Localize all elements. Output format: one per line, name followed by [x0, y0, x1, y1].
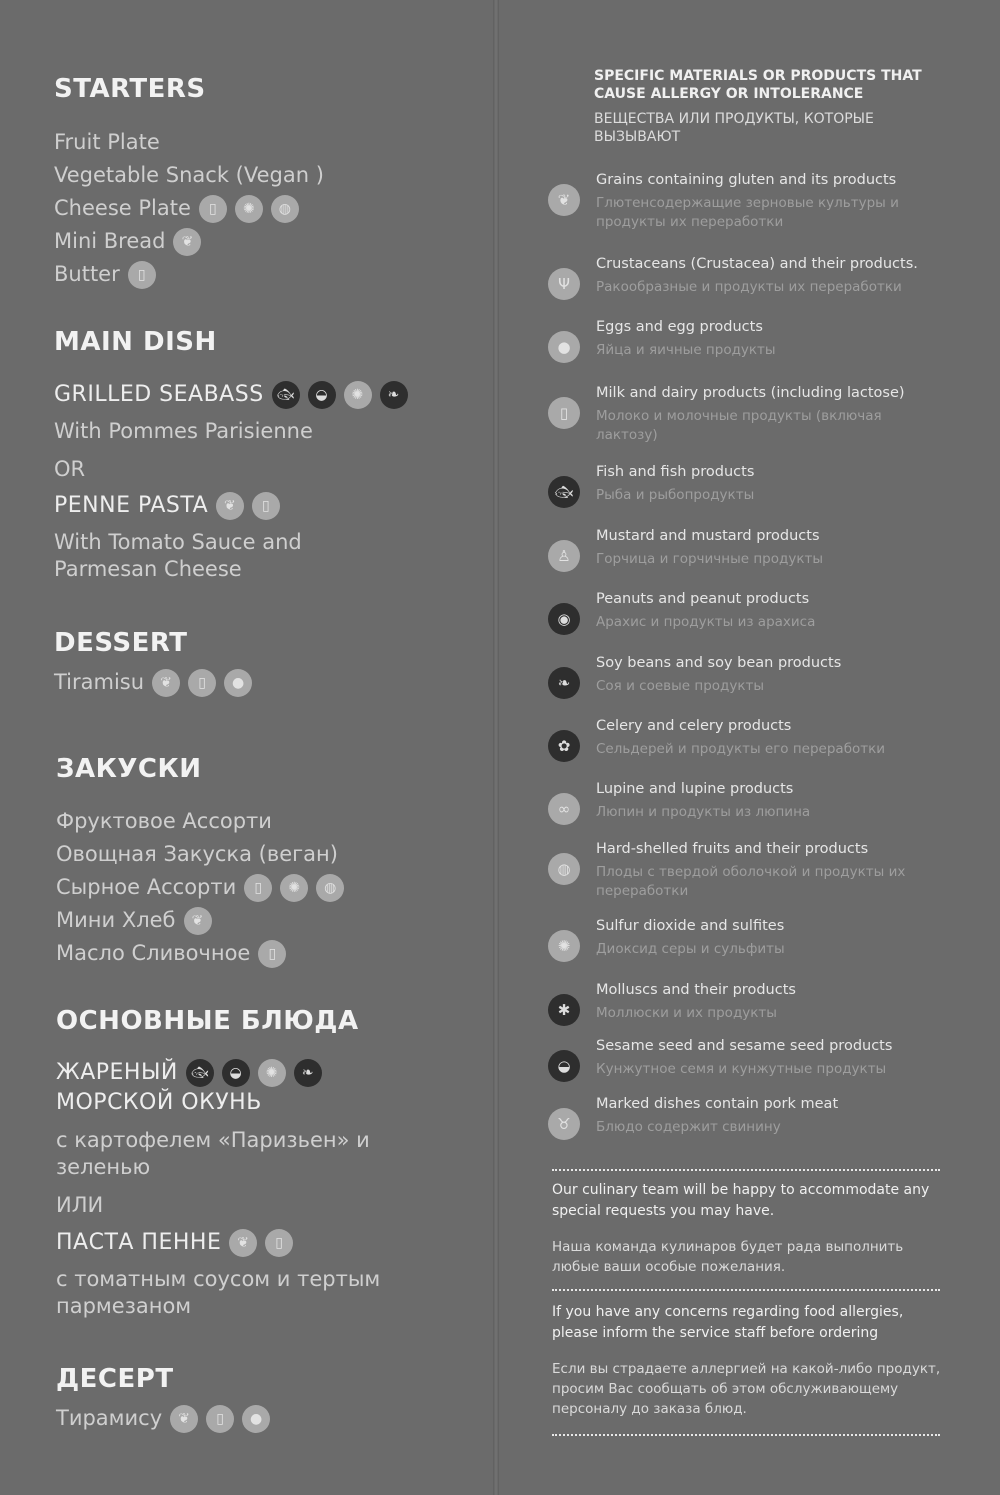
- note-allergies: If you have any concerns regarding food allergies, please inform the service staff before ordering: [552, 1304, 904, 1341]
- menu-item: Овощная Закуска (веган): [56, 842, 338, 866]
- menu-item: Фруктовое Ассорти: [56, 809, 272, 833]
- legend-title-ru: ВЕЩЕСТВА ИЛИ ПРОДУКТЫ, КОТОРЫЕ ВЫЗЫВАЮТ: [594, 111, 874, 145]
- or-label: OR: [54, 457, 86, 481]
- dish-description: пармезаном: [56, 1294, 192, 1318]
- gluten-icon: ❦: [173, 228, 201, 256]
- page-fold: [493, 0, 499, 1495]
- dish-description: зеленью: [56, 1155, 151, 1179]
- legend-item-label-ru: Плоды с твердой оболочкой и продукты их переработки: [596, 864, 906, 899]
- legend-item-label-ru: Ракообразные и продукты их переработки: [596, 279, 902, 295]
- sulfite-icon: ✺: [280, 874, 308, 902]
- legend-item-label-ru: Блюдо содержит свинину: [596, 1119, 781, 1135]
- gluten-icon: ❦: [152, 669, 180, 697]
- peanut-icon: ◉: [548, 603, 580, 635]
- item-label: Cheese Plate: [54, 196, 191, 220]
- gluten-icon: ❦: [170, 1405, 198, 1433]
- sesame-icon: ◒: [222, 1059, 250, 1087]
- sulfite-icon: ✺: [548, 930, 580, 962]
- legend-item-label: Celery and celery products: [596, 718, 792, 734]
- sesame-icon: ◒: [548, 1050, 580, 1082]
- egg-icon: ●: [548, 331, 580, 363]
- legend-item-label: Soy beans and soy bean products: [596, 655, 842, 671]
- menu-item: [56, 907, 212, 935]
- legend-item-label-ru: Арахис и продукты из арахиса: [596, 614, 816, 630]
- dotted-divider: [552, 1434, 940, 1436]
- legend-item-label-ru: Горчица и горчичные продукты: [596, 551, 824, 567]
- item-label: Tiramisu: [54, 670, 145, 694]
- legend-item-label: Eggs and egg products: [596, 319, 763, 335]
- crustacean-icon: Ψ: [548, 268, 580, 300]
- legend-item-label-ru: Соя и соевые продукты: [596, 678, 765, 694]
- menu-item: [56, 1059, 322, 1087]
- dish-description: с картофелем «Паризьен» и: [56, 1128, 370, 1152]
- menu-item: [54, 669, 252, 697]
- legend-item-label: Fish and fish products: [596, 464, 755, 480]
- milk-icon: ▯: [188, 669, 216, 697]
- dish-description: With Pommes Parisienne: [54, 419, 313, 443]
- item-label: Mini Bread: [54, 229, 166, 253]
- legend-item-label: Hard-shelled fruits and their products: [596, 841, 869, 857]
- milk-icon: ▯: [128, 261, 156, 289]
- item-label: Тирамису: [56, 1406, 163, 1430]
- lupine-icon: ∞: [548, 793, 580, 825]
- note-requests-ru: Наша команда кулинаров будет рада выполнить любые ваши особые пожелания.: [552, 1239, 904, 1275]
- menu-item: [54, 492, 280, 520]
- note-allergies-ru: Если вы страдаете аллергией на какой-либо продукт, просим Вас сообщать об этом обслуживающему персоналу до заказа блюд.: [552, 1361, 941, 1417]
- menu-item: Vegetable Snack (Vegan ): [54, 163, 324, 187]
- milk-icon: ▯: [548, 397, 580, 429]
- sulfite-icon: ✺: [258, 1059, 286, 1087]
- legend-item-label-ru: Яйца и яичные продукты: [596, 342, 776, 358]
- legend-item-label-ru: Кунжутное семя и кунжутные продукты: [596, 1061, 887, 1077]
- item-label: МОРСКОЙ ОКУНЬ: [56, 1090, 262, 1115]
- legend-item-label: Mustard and mustard products: [596, 528, 820, 544]
- item-label: PENNE PASTA: [54, 493, 209, 518]
- nut-icon: ◍: [316, 874, 344, 902]
- soy-icon: ❧: [294, 1059, 322, 1087]
- dotted-divider: [552, 1169, 940, 1171]
- legend-item-label: Molluscs and their products: [596, 982, 796, 998]
- dish-description: с томатным соусом и тертым: [56, 1267, 381, 1291]
- item-label: ЖАРЕНЫЙ: [56, 1060, 178, 1085]
- pork-icon: ♉: [548, 1108, 580, 1140]
- soy-icon: ❧: [380, 381, 408, 409]
- starters-heading-ru: ЗАКУСКИ: [56, 754, 202, 784]
- fish-icon: 🐟︎: [548, 476, 580, 508]
- menu-item: [56, 1405, 270, 1433]
- milk-icon: ▯: [206, 1405, 234, 1433]
- main-dish-heading: MAIN DISH: [54, 327, 217, 357]
- milk-icon: ▯: [258, 940, 286, 968]
- starters-heading: STARTERS: [54, 74, 206, 104]
- legend-item-label-ru: Моллюски и их продукты: [596, 1005, 777, 1021]
- dessert-heading: DESSERT: [54, 628, 188, 658]
- milk-icon: ▯: [252, 492, 280, 520]
- soy-icon: ❧: [548, 667, 580, 699]
- legend-item-label-ru: Диоксид серы и сульфиты: [596, 941, 785, 957]
- legend-item-label: Peanuts and peanut products: [596, 591, 810, 607]
- gluten-icon: ❦: [184, 907, 212, 935]
- legend-item-label-ru: Рыба и рыбопродукты: [596, 487, 755, 503]
- legend-item-label-ru: Сельдерей и продукты его переработки: [596, 741, 886, 757]
- menu-item: [56, 940, 286, 968]
- main-dish-heading-ru: ОСНОВНЫЕ БЛЮДА: [56, 1006, 359, 1036]
- milk-icon: ▯: [199, 195, 227, 223]
- item-label: ПАСТА ПЕННЕ: [56, 1230, 222, 1255]
- menu-item: [56, 874, 344, 902]
- item-label: Мини Хлеб: [56, 908, 176, 932]
- sulfite-icon: ✺: [235, 195, 263, 223]
- menu-item: [54, 195, 299, 223]
- legend-item-label-ru: Молоко и молочные продукты (включая лактозу): [596, 408, 882, 443]
- item-label: Сырное Ассорти: [56, 875, 237, 899]
- legend-item-label-ru: Люпин и продукты из люпина: [596, 804, 811, 820]
- gluten-icon: ❦: [548, 184, 580, 216]
- gluten-icon: ❦: [216, 492, 244, 520]
- or-label: ИЛИ: [56, 1193, 104, 1217]
- milk-icon: ▯: [265, 1229, 293, 1257]
- item-label: Масло Сливочное: [56, 941, 251, 965]
- sulfite-icon: ✺: [344, 381, 372, 409]
- dessert-heading-ru: ДЕСЕРТ: [56, 1364, 174, 1394]
- egg-icon: ●: [224, 669, 252, 697]
- menu-item: Fruit Plate: [54, 130, 160, 154]
- legend-item-label-ru: Глютенсодержащие зерновые культуры и продукты их переработки: [596, 195, 899, 230]
- note-requests: Our culinary team will be happy to accommodate any special requests you may have.: [552, 1182, 930, 1219]
- mollusc-icon: ✱: [548, 994, 580, 1026]
- sesame-icon: ◒: [308, 381, 336, 409]
- nut-icon: ◍: [548, 853, 580, 885]
- legend-item-label: Milk and dairy products (including lactose): [596, 385, 905, 401]
- celery-icon: ✿: [548, 730, 580, 762]
- fish-icon: 🐟︎: [272, 381, 300, 409]
- legend-item-label: Crustaceans (Crustacea) and their products.: [596, 256, 918, 272]
- legend-item-label: Sesame seed and sesame seed products: [596, 1038, 893, 1054]
- milk-icon: ▯: [244, 874, 272, 902]
- legend-item-label: Marked dishes contain pork meat: [596, 1096, 839, 1112]
- menu-item: [54, 261, 156, 289]
- dish-description: With Tomato Sauce and: [54, 530, 302, 554]
- dotted-divider: [552, 1289, 940, 1291]
- fish-icon: 🐟︎: [186, 1059, 214, 1087]
- legend-item-label: Lupine and lupine products: [596, 781, 794, 797]
- legend-item-label: Grains containing gluten and its products: [596, 172, 897, 188]
- dish-description: Parmesan Cheese: [54, 557, 242, 581]
- gluten-icon: ❦: [229, 1229, 257, 1257]
- legend-title: SPECIFIC MATERIALS OR PRODUCTS THAT CAUSE ALLERGY OR INTOLERANCE: [594, 68, 922, 102]
- nut-icon: ◍: [271, 195, 299, 223]
- menu-item: [54, 381, 408, 409]
- mustard-icon: ♙: [548, 540, 580, 572]
- menu-item: [54, 228, 201, 256]
- item-label: Butter: [54, 262, 120, 286]
- legend-item-label: Sulfur dioxide and sulfites: [596, 918, 785, 934]
- item-label: GRILLED SEABASS: [54, 382, 264, 407]
- egg-icon: ●: [242, 1405, 270, 1433]
- menu-item: [56, 1229, 293, 1257]
